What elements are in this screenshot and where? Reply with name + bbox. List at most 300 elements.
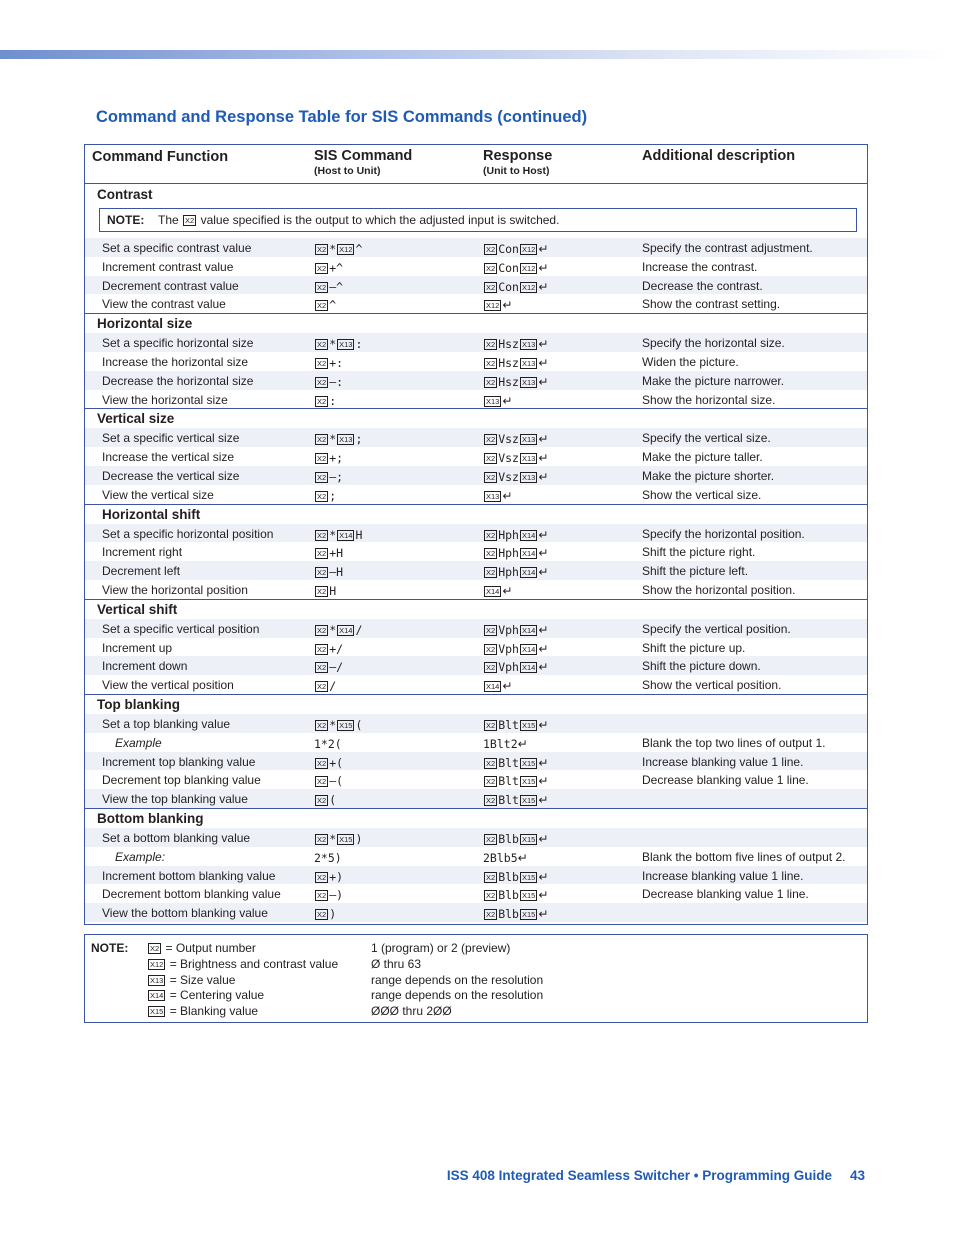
command-function: View the horizontal size — [102, 392, 228, 407]
variable-box: X13 — [486, 396, 500, 406]
sis-command — [314, 528, 362, 542]
variable-box: X14 — [486, 587, 500, 596]
description: Make the picture narrower. — [642, 373, 785, 388]
variable-box: X2 — [317, 491, 327, 501]
code-text: +H — [329, 546, 344, 561]
variable-box: X2 — [317, 625, 327, 635]
variable-box: X13 — [339, 340, 353, 350]
sis-command — [314, 679, 336, 693]
code-text: Blt — [498, 793, 519, 808]
return-symbol: ↵ — [502, 679, 513, 694]
col-header-function: Command Function — [92, 149, 229, 165]
return-symbol: ↵ — [502, 584, 513, 598]
code-text: Blb — [498, 832, 519, 846]
return-symbol: ↵ — [538, 279, 549, 294]
command-function: Decrement left — [102, 564, 181, 579]
legend-name: = Centering value — [169, 988, 265, 1003]
sis-command — [314, 489, 336, 503]
code-text: Con — [498, 260, 519, 275]
variable-box: X2 — [486, 530, 496, 540]
code-text: +; — [329, 451, 344, 466]
return-symbol: ↵ — [538, 774, 549, 789]
command-function: Decrement bottom blanking value — [102, 887, 281, 902]
response — [483, 451, 548, 465]
variable-box: X2 — [317, 721, 327, 730]
variable-box: X2 — [317, 377, 327, 387]
note-text-post: value specified is the output to which the adjusted input is switched. — [200, 213, 560, 227]
return-symbol: ↵ — [538, 546, 549, 561]
variable-box: X2 — [486, 377, 496, 387]
variable-box: X15 — [521, 910, 536, 920]
variable-box: X2 — [150, 944, 160, 953]
variable-box: X13 — [150, 975, 164, 985]
code-text: * — [329, 832, 337, 846]
description: Shift the picture down. — [642, 659, 761, 674]
footer-title: ISS 408 Integrated Seamless Switcher • Programming Guide — [446, 1168, 832, 1183]
code-text: Vsz — [498, 451, 519, 466]
variable-box: X2 — [486, 644, 496, 654]
section-divider — [85, 313, 867, 314]
description: Specify the contrast adjustment. — [642, 241, 813, 255]
variable-box: X15 — [339, 721, 353, 730]
sis-command — [314, 907, 336, 921]
code-text: ^ — [329, 298, 337, 313]
table-row — [85, 752, 867, 771]
code-text: Hph — [498, 565, 519, 580]
code-text: 1*2( — [314, 736, 342, 751]
table-row — [85, 466, 867, 485]
command-function: Increment down — [102, 659, 188, 674]
response — [483, 870, 548, 884]
variable-box: X13 — [486, 491, 500, 501]
code-text: Vph — [498, 660, 519, 675]
legend-name: = Output number — [165, 941, 256, 955]
variable-box: X14 — [521, 568, 536, 578]
code-text: ) — [329, 907, 337, 922]
command-function: Set a specific vertical position — [102, 621, 260, 636]
variable-box: X2 — [486, 263, 496, 273]
page-footer — [447, 1168, 865, 1183]
code-text: Hph — [498, 527, 519, 542]
variable-box: X2 — [317, 758, 327, 768]
sis-command — [314, 774, 343, 788]
variable-box: X14 — [521, 549, 536, 559]
variable-box: X2 — [317, 359, 327, 368]
legend-range: ØØØ thru 2ØØ — [371, 1004, 452, 1019]
table-row — [85, 524, 867, 543]
variable-box: X13 — [521, 340, 536, 350]
variable-box: X2 — [486, 721, 496, 730]
return-symbol: ↵ — [502, 393, 513, 408]
code-text: –: — [329, 374, 344, 389]
code-text: Blb — [498, 888, 519, 903]
table-row — [85, 733, 867, 752]
table-row — [85, 238, 867, 257]
variable-box: X2 — [317, 549, 327, 559]
code-text: * — [329, 337, 337, 352]
command-function: Set a specific horizontal position — [102, 526, 274, 541]
variable-box: X2 — [317, 910, 327, 920]
section-divider — [85, 808, 867, 809]
variable-box: X2 — [317, 663, 327, 673]
table-row — [85, 580, 867, 599]
code-text: * — [329, 718, 337, 732]
command-function: Example: — [115, 849, 166, 864]
command-function: View the contrast value — [102, 297, 226, 312]
variables-note — [84, 934, 868, 1023]
response — [483, 907, 548, 921]
section-divider — [85, 694, 867, 695]
code-text: ) — [355, 832, 363, 846]
variable-box: X12 — [339, 245, 353, 254]
sis-command — [314, 298, 336, 312]
table-row — [85, 371, 867, 390]
variable-box: X12 — [486, 301, 500, 311]
table-row — [85, 294, 867, 313]
table-header — [85, 145, 867, 184]
response — [483, 489, 512, 503]
variable-box: X2 — [486, 435, 496, 445]
variable-box: X2 — [486, 758, 496, 768]
col-subheader-sis: (Host to Unit) — [314, 165, 381, 177]
variable-box: X14 — [521, 530, 536, 540]
code-text: Blt — [498, 718, 519, 732]
variable-box: X2 — [317, 340, 327, 350]
table-row — [85, 656, 867, 675]
variable-box: X2 — [486, 663, 496, 673]
variable-box: X2 — [317, 282, 327, 292]
variable-box: X13 — [521, 435, 536, 445]
response — [483, 337, 548, 351]
table-row — [85, 257, 867, 276]
return-symbol: ↵ — [538, 832, 549, 846]
command-function: Set a specific vertical size — [102, 431, 240, 446]
sis-command — [314, 394, 336, 408]
description: Show the horizontal position. — [642, 583, 796, 597]
return-symbol: ↵ — [538, 793, 549, 808]
response — [483, 832, 548, 846]
code-text: Blt — [498, 755, 519, 770]
table-row — [85, 390, 867, 409]
variable-box: X15 — [521, 796, 536, 806]
return-symbol: ↵ — [538, 432, 549, 447]
code-text: / — [329, 679, 337, 694]
code-text: ; — [329, 488, 337, 503]
code-text: +^ — [329, 260, 344, 275]
section-title: Horizontal shift — [102, 506, 201, 522]
sis-command — [314, 565, 343, 579]
command-function: Increment top blanking value — [102, 754, 256, 769]
code-text: 2Blb5 — [483, 850, 518, 865]
code-text: * — [329, 622, 337, 637]
return-symbol: ↵ — [538, 451, 549, 466]
section-title: Horizontal size — [97, 316, 193, 332]
command-function: Increment right — [102, 545, 183, 560]
sis-command — [314, 546, 343, 560]
response — [483, 888, 548, 902]
description: Specify the horizontal size. — [642, 336, 785, 351]
command-function: Increase the vertical size — [102, 450, 235, 465]
variable-box: X13 — [521, 359, 536, 368]
legend-range: 1 (program) or 2 (preview) — [371, 941, 511, 955]
variable-box: X2 — [317, 568, 327, 578]
variable-box: X2 — [317, 396, 327, 406]
description: Make the picture taller. — [642, 450, 763, 465]
description: Decrease blanking value 1 line. — [642, 773, 809, 788]
section-title: Bottom blanking — [97, 811, 204, 826]
variable-box: X13 — [521, 473, 536, 482]
table-row — [85, 828, 867, 847]
code-text: –H — [329, 565, 344, 580]
note-text — [158, 213, 559, 227]
legend-key — [147, 957, 338, 971]
section-title: Contrast — [97, 187, 153, 202]
description: Make the picture shorter. — [642, 469, 775, 483]
command-function: View the top blanking value — [102, 792, 248, 807]
code-text: Hsz — [498, 374, 519, 389]
table-row — [85, 276, 867, 295]
code-text: 2*5) — [314, 850, 342, 865]
command-function: Example — [115, 735, 162, 750]
sis-command — [314, 718, 362, 732]
response — [483, 546, 548, 560]
variable-box: X2 — [317, 682, 327, 692]
variable-box: X2 — [486, 282, 496, 292]
code-text: H — [329, 584, 337, 598]
sis-command — [314, 870, 343, 884]
variable-box: X12 — [521, 263, 536, 273]
return-symbol: ↵ — [538, 356, 549, 370]
description: Blank the bottom five lines of output 2. — [642, 849, 846, 864]
sis-command — [314, 280, 343, 294]
sis-command — [314, 337, 362, 351]
description: Decrease the contrast. — [642, 278, 763, 293]
sis-command — [314, 356, 343, 370]
variable-box: X2 — [185, 216, 195, 225]
description: Decrease blanking value 1 line. — [642, 887, 809, 902]
code-text: Vsz — [498, 432, 519, 447]
table-row — [85, 352, 867, 371]
sis-command — [314, 623, 362, 637]
code-text: –/ — [329, 660, 344, 675]
table-row — [85, 428, 867, 447]
table-row — [85, 561, 867, 580]
description: Show the contrast setting. — [642, 297, 781, 312]
legend-name: = Brightness and contrast value — [169, 956, 339, 971]
sis-command — [314, 756, 343, 770]
response — [483, 642, 548, 656]
response — [483, 623, 548, 637]
table-row — [85, 447, 867, 466]
code-text: : — [329, 393, 337, 408]
legend-key — [147, 941, 256, 955]
variable-box: X14 — [150, 991, 164, 1001]
contrast-note — [99, 208, 857, 232]
response — [483, 660, 548, 674]
variable-box: X2 — [486, 359, 496, 368]
response — [483, 851, 528, 865]
code-text: +( — [329, 755, 344, 770]
sis-command — [314, 642, 343, 656]
legend-range: range depends on the resolution — [371, 972, 544, 987]
col-header-response: Response (Unit to Host) — [483, 148, 553, 177]
variable-box: X13 — [339, 435, 353, 445]
response — [483, 793, 548, 807]
legend-name: = Blanking value — [169, 1004, 259, 1019]
response — [483, 584, 512, 598]
command-function: View the vertical position — [102, 678, 234, 693]
response — [483, 565, 548, 579]
description: Shift the picture left. — [642, 564, 749, 579]
variable-box: X15 — [521, 891, 536, 901]
col-header-description: Additional description — [642, 148, 796, 164]
command-function: Decrease the vertical size — [102, 469, 240, 483]
code-text: Con — [498, 242, 519, 256]
command-function: Decrement contrast value — [102, 278, 239, 293]
description: Shift the picture up. — [642, 640, 746, 655]
description: Show the vertical size. — [642, 487, 762, 502]
code-text: Vph — [498, 622, 519, 637]
code-text: 1Blt2 — [483, 736, 518, 751]
return-symbol: ↵ — [538, 242, 549, 256]
variable-box: X12 — [521, 245, 536, 254]
legend-range: range depends on the resolution — [371, 988, 544, 1003]
command-function: Set a specific contrast value — [102, 241, 252, 255]
variable-box: X12 — [150, 959, 164, 969]
variable-box: X2 — [486, 454, 496, 464]
page-heading: Command and Response Table for SIS Commands (continued) — [96, 108, 588, 126]
variable-box: X2 — [317, 587, 327, 596]
variable-box: X2 — [486, 891, 496, 901]
variable-box: X15 — [521, 777, 536, 787]
command-function: Increment contrast value — [102, 259, 234, 274]
sis-command — [314, 584, 336, 598]
response — [483, 470, 548, 484]
sis-command — [314, 851, 342, 865]
variable-box: X2 — [317, 835, 327, 844]
variable-box: X2 — [486, 473, 496, 482]
variable-box: X2 — [317, 435, 327, 445]
table-row — [85, 485, 867, 504]
sis-command — [314, 432, 362, 446]
table-row — [85, 675, 867, 694]
variable-box: X2 — [486, 872, 496, 882]
command-function: Decrease the horizontal size — [102, 373, 254, 388]
code-text: Hsz — [498, 337, 519, 352]
table-row — [85, 638, 867, 657]
command-function: Decrement top blanking value — [102, 773, 261, 788]
command-function: View the horizontal position — [102, 583, 248, 597]
description: Show the vertical position. — [642, 678, 782, 693]
variable-box: X2 — [317, 530, 327, 540]
return-symbol: ↵ — [538, 622, 549, 637]
code-text: * — [329, 242, 337, 256]
description: Blank the top two lines of output 1. — [642, 735, 826, 750]
table-row — [85, 789, 867, 808]
variable-box: X2 — [317, 796, 327, 806]
command-function: Increment bottom blanking value — [102, 868, 276, 883]
code-text: –) — [329, 888, 344, 903]
code-text: H — [355, 527, 363, 542]
return-symbol: ↵ — [538, 660, 549, 675]
variable-box: X13 — [521, 377, 536, 387]
col-subheader-response: (Unit to Host) — [483, 165, 550, 177]
return-symbol: ↵ — [538, 641, 549, 656]
description: Specify the horizontal position. — [642, 526, 805, 541]
code-text: –; — [329, 470, 344, 484]
variable-box: X2 — [317, 777, 327, 787]
response — [483, 356, 548, 370]
page-number: 43 — [849, 1168, 865, 1183]
table-row — [85, 714, 867, 733]
table-row — [85, 903, 867, 922]
col-header-sis: SIS Command (Host to Unit) — [314, 148, 413, 177]
section-divider — [85, 599, 867, 600]
variable-box: X2 — [486, 835, 496, 844]
variable-box: X14 — [521, 625, 536, 635]
response — [483, 774, 548, 788]
code-text: Blb — [498, 907, 519, 922]
command-function: Set a specific horizontal size — [102, 336, 254, 351]
variable-box: X2 — [486, 625, 496, 635]
description: Increase blanking value 1 line. — [642, 868, 804, 883]
table-row — [85, 542, 867, 561]
response — [483, 298, 512, 312]
sis-command — [314, 660, 343, 674]
return-symbol: ↵ — [538, 755, 549, 770]
return-symbol: ↵ — [538, 374, 549, 389]
return-symbol: ↵ — [517, 736, 528, 751]
code-text: +/ — [329, 641, 344, 656]
description: Increase the contrast. — [642, 259, 758, 274]
response — [483, 718, 548, 732]
table-row — [85, 770, 867, 789]
sis-command — [314, 470, 343, 484]
sis-command — [314, 888, 343, 902]
sis-command — [314, 451, 343, 465]
table-row — [85, 866, 867, 885]
variable-box: X14 — [339, 530, 353, 540]
return-symbol: ↵ — [538, 907, 549, 922]
variable-box: X15 — [521, 758, 536, 768]
variable-box: X2 — [317, 263, 327, 273]
code-text: ^ — [355, 242, 363, 256]
code-text: –( — [329, 774, 344, 789]
variable-box: X2 — [317, 245, 327, 254]
variable-box: X2 — [317, 454, 327, 464]
section-title: Top blanking — [97, 697, 180, 712]
sis-command — [314, 242, 362, 256]
code-text: Blt — [498, 774, 519, 789]
code-text: : — [355, 337, 363, 352]
variable-box: X2 — [486, 340, 496, 350]
variable-box: X15 — [521, 721, 536, 730]
command-function: Increment up — [102, 640, 173, 655]
code-text: Vph — [498, 641, 519, 656]
command-function: Set a top blanking value — [102, 717, 231, 731]
legend-key — [147, 988, 264, 1002]
variable-box: X2 — [486, 910, 496, 920]
description: Show the horizontal size. — [642, 392, 776, 407]
top-gradient-bar — [0, 50, 954, 59]
return-symbol: ↵ — [538, 718, 549, 732]
sis-command — [314, 261, 343, 275]
note-label: NOTE: — [91, 941, 129, 955]
sis-command — [314, 832, 362, 846]
table-row — [85, 847, 867, 866]
return-symbol: ↵ — [538, 888, 549, 903]
command-function: Increase the horizontal size — [102, 355, 249, 369]
